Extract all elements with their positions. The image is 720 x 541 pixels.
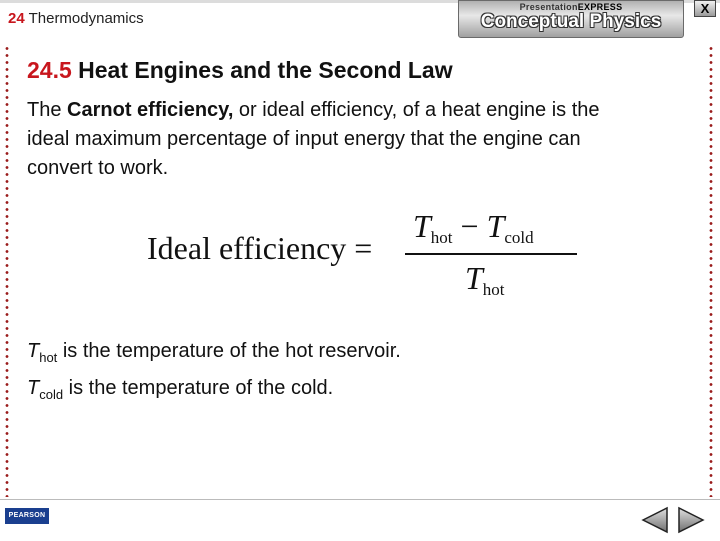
def-cold-subscript: cold xyxy=(39,387,64,402)
def-hot-subscript: hot xyxy=(39,350,58,365)
carnot-paragraph xyxy=(27,96,647,183)
numerator-t-cold: T xyxy=(486,208,505,244)
chapter-name: Thermodynamics xyxy=(28,10,144,27)
numerator-cold-sub: cold xyxy=(504,228,534,247)
numerator-t-hot: T xyxy=(413,208,431,244)
slide-title xyxy=(27,57,453,84)
denominator-hot-sub: hot xyxy=(482,280,505,299)
def-hot-symbol: T xyxy=(27,340,40,362)
def-hot-text: is the temperature of the hot reservoir. xyxy=(57,340,401,362)
para-after: or ideal efficiency, of a heat engine is the ideal maximum percentage of input energy that the engine can convert to work. xyxy=(27,99,600,179)
next-arrow-icon[interactable] xyxy=(676,506,706,534)
definition-cold xyxy=(27,373,401,410)
formula-lhs: Ideal efficiency = xyxy=(147,230,373,266)
chapter-title xyxy=(8,10,144,27)
logo-subtitle-bold: EXPRESS xyxy=(577,2,623,12)
logo-subtitle-prefix: Presentation xyxy=(519,2,578,12)
left-dotted-border xyxy=(5,45,9,497)
fraction-bar xyxy=(405,253,577,255)
definitions xyxy=(27,336,401,410)
prev-arrow-icon[interactable] xyxy=(640,506,670,534)
definition-hot xyxy=(27,336,401,373)
close-button[interactable]: X xyxy=(694,0,716,17)
header-bar xyxy=(0,0,720,40)
formula-numerator xyxy=(413,208,534,248)
chapter-number: 24 xyxy=(8,10,25,27)
def-cold-text: is the temperature of the cold. xyxy=(63,377,334,399)
logo-title: Conceptual Physics xyxy=(480,11,662,32)
para-bold-term: Carnot efficiency, xyxy=(67,99,234,121)
footer-bar xyxy=(0,499,720,541)
para-before: The xyxy=(27,99,68,121)
denominator-t: T xyxy=(465,260,483,296)
def-cold-symbol: T xyxy=(27,377,40,399)
presentation-express-logo xyxy=(458,0,684,38)
right-dotted-border xyxy=(709,45,713,497)
ideal-efficiency-formula xyxy=(145,205,585,305)
section-title: Heat Engines and the Second Law xyxy=(78,57,453,83)
section-number: 24.5 xyxy=(27,57,72,83)
numerator-hot-sub: hot xyxy=(430,228,453,247)
pearson-logo: PEARSON xyxy=(5,508,49,524)
minus-sign: − xyxy=(460,208,479,244)
formula-denominator xyxy=(465,260,505,300)
